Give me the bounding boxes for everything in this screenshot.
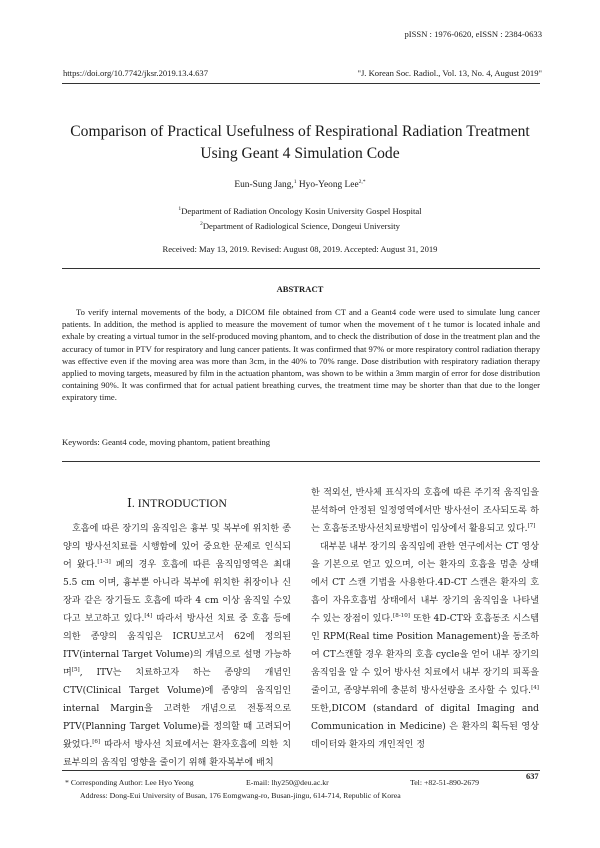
- corresponding-author: * Corresponding Author: Lee Hyo Yeong: [65, 778, 194, 787]
- page-number: 637: [526, 772, 539, 781]
- citation-ref[interactable]: [7]: [527, 523, 536, 529]
- right-paragraph-1: [311, 484, 539, 538]
- right-text-3: 또한 4D-CT와 호흡동조 시스템인 RPM(Real time Position Management)을 동조하여 CT스캔할 경우 환자의 호흡 cycle을 얻어 내부 장기의 움직임을 알 수 있어 방사선 치료에서 내부 장기의 피폭을 줄이고, 종양부위에 충분히 방사선량을 조사할 수 있다.: [311, 614, 540, 696]
- author-phone: Tel: +82-51-890-2679: [410, 778, 480, 787]
- affiliation-1-num: 1: [178, 206, 182, 212]
- right-text-2: 대부분 내부 장기의 움직임에 관한 연구에서는 CT 영상을 기본으로 얻고 있으며, 이는 환자의 호흡을 멈춘 상태에서 CT 스캔 기법을 사용한다.4D-CT 스캔은 환자의 호흡이 자유호흡법 상태에서 내부 장기의 움직임을 나타낼 수 있는 장점이 있다.: [311, 542, 539, 624]
- citation-ref[interactable]: [4]: [531, 685, 539, 691]
- header-rule: [62, 83, 540, 84]
- left-text-3: 따라서 방사선 치료 중 호흡 등에 의한 종양의 움직임은 ICRU보고서 62에 정의된 ITV(internal Target Volume)의 개념으로 설명 가능하며: [63, 614, 291, 678]
- abstract-bottom-rule: [62, 461, 540, 462]
- citation-ref[interactable]: [5]: [71, 667, 80, 673]
- citation-ref[interactable]: [8-10]: [393, 613, 410, 619]
- title-line-1: Comparison of Practical Usefulness of Respirational Radiation Treatment: [70, 123, 530, 140]
- title-line-2: Using Geant 4 Simulation Code: [200, 145, 400, 162]
- citation-ref[interactable]: [6]: [92, 739, 101, 745]
- doi-link[interactable]: https://doi.org/10.7742/jksr.2019.13.4.637: [63, 68, 208, 78]
- affiliation-2-text: Department of Radiological Science, Dongeui University: [202, 221, 400, 231]
- section-heading-introduction: Ⅰ. INTRODUCTION: [127, 496, 227, 510]
- keywords: Keywords: Geant4 code, moving phantom, patient breathing: [62, 437, 271, 447]
- author-1-affil: 1: [293, 179, 297, 185]
- affiliation-2-num: 2: [200, 221, 203, 227]
- intro-right-column: [311, 484, 539, 754]
- affiliation-1: [40, 206, 560, 216]
- author-1: Eun-Sung Jang,: [234, 180, 294, 190]
- citation-ref[interactable]: [4]: [144, 613, 153, 619]
- journal-citation: "J. Korean Soc. Radiol., Vol. 13, No. 4, August 2019": [357, 68, 542, 78]
- right-text-1: 한 적외선, 반사체 표식자의 호흡에 따른 주기적 움직임을 분석하여 안정된 일정영역에서만 방사선이 조사되도록 하는 호흡동조방사선치료방법이 임상에서 활용되고 있다.: [311, 488, 539, 534]
- footnote-rule: [62, 770, 540, 771]
- author-address: Address: Dong-Eui University of Busan, 176 Eomgwang-ro, Busan-jingu, 614-714, Republic of Korea: [80, 791, 401, 800]
- left-text-2: 폐의 경우 호흡에 따른 움직임영역은 최대 5.5 cm 이며, 흉부뿐 아니라 복부에 위치한 취장이나 신장과 같은 장기들도 호흡에 따라 4 cm 이상 움직일 수있다고 보고하고 있다.: [63, 560, 292, 624]
- author-2-affil: 2,*: [358, 179, 366, 185]
- issn-line: pISSN : 1976-0620, eISSN : 2384-0633: [404, 29, 542, 39]
- author-line: [40, 180, 560, 190]
- author-email[interactable]: E-mail: lhy250@deu.ac.kr: [246, 778, 329, 787]
- citation-ref[interactable]: [1-3]: [97, 559, 111, 565]
- abstract-top-rule: [62, 268, 540, 269]
- right-text-4: 또한,DICOM (standard of digital Imaging and Communication in Medicine) 은 환자의 획득된 영상 데이터와 환자의 개인적인 정: [311, 704, 539, 750]
- left-text-1: 호흡에 따른 장기의 움직임은 흉부 및 복부에 위치한 종양의 방사선치료를 시행함에 있어 중요한 문제로 인식되어 왔다.: [63, 524, 291, 570]
- affiliation-2: [40, 221, 560, 231]
- received-dates: Received: May 13, 2019. Revised: August 08, 2019. Accepted: August 31, 2019: [162, 244, 438, 254]
- left-text-4: , ITV는 치료하고자 하는 종양의 개념인 CTV(Clinical Target Volume)에 종양의 움직임인 internal Margin을 고려한 개념으로 전통적으로 PTV(Planning Target Volume)를 정의할 때 고려되어 왔었다.: [63, 668, 291, 750]
- right-paragraph-2: [311, 538, 539, 754]
- abstract-heading: ABSTRACT: [276, 284, 324, 294]
- abstract-body: To verify internal movements of the body, a DICOM file obtained from CT and a Geant4 code were used to simulate lung cancer patients. In addition, the method is applied to measure the movement of tumor when the movement of t he tumor is located inhale and exhale by creating a virtual tumor in the self-produced moving phantom, and to check the distribution of dose in the treatment plan and the accuracy of tumor in PTV for respiratory and lung cancer patients. It was confirmed that 97% or more respiratory control radiation therapy was effective even if the moving area was more than 3cm, in the 40% to 70% range. Dose distribution with respiratory radiation therapy applied to moving targets, measured by film in the actuation phantom, was shown to be within a 3mm margin of error for dose distribution containing 90%. It was confirmed that for actual patient breathing curves, the treatment time may be shorter than that due to the longer expiratory time.: [62, 307, 540, 403]
- author-2: Hyo-Yeong Lee: [296, 180, 359, 190]
- intro-left-column: [63, 520, 291, 772]
- paper-title: [40, 121, 560, 165]
- left-text-5: 따라서 방사선 치료에서는 환자호흡에 의한 치료부의의 움직임 영향을 줄이기 위해 환자복부에 배치: [63, 740, 291, 768]
- affiliation-1-text: Department of Radiation Oncology Kosin University Gospel Hospital: [181, 206, 422, 216]
